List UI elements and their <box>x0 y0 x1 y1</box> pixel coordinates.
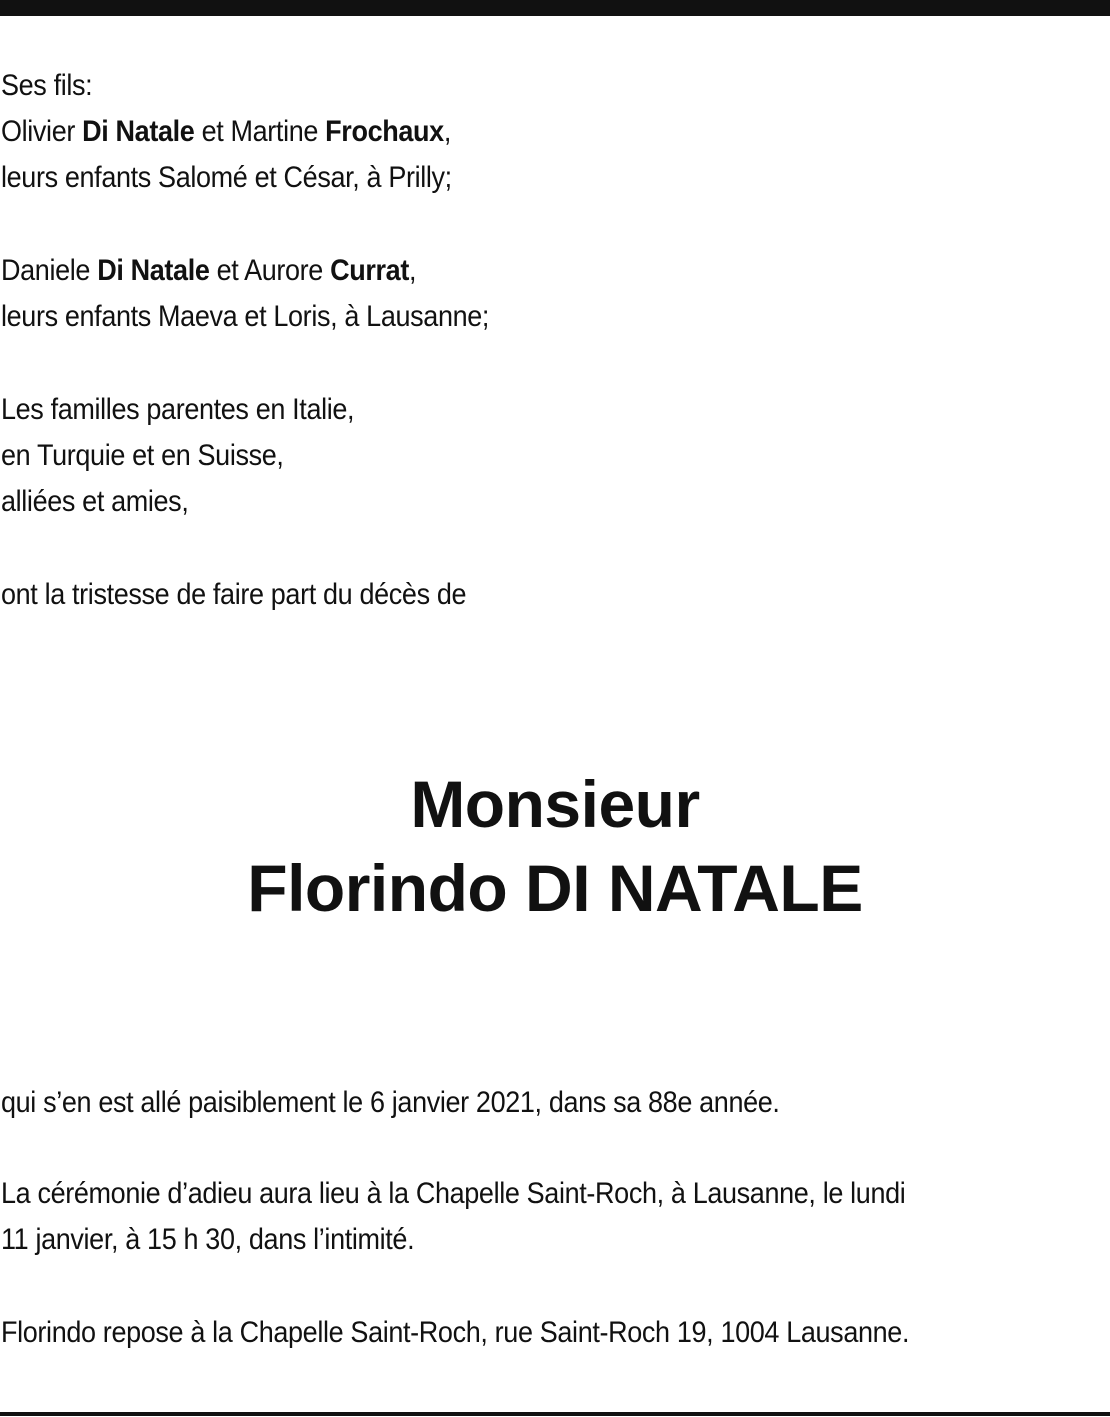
bottom-border-rule <box>0 1412 1110 1416</box>
ceremony-line-1: La cérémonie d’adieu aura lieu à la Chapelle Saint-Roch, à Lausanne, le lundi <box>1 1177 906 1210</box>
surname-currat: Currat <box>330 254 409 287</box>
sons-block <box>1 63 998 201</box>
passing-block <box>1 1080 998 1126</box>
surname-di-natale: Di Natale <box>97 254 210 287</box>
families-block <box>1 387 998 525</box>
families-line-2: en Turquie et en Suisse, <box>1 439 284 472</box>
son-daniele-line: Daniele Di Natale et Aurore Currat, <box>1 254 417 287</box>
rests-line: Florindo repose à la Chapelle Saint-Roch, rue Saint-Roch 19, 1004 Lausanne. <box>1 1316 910 1349</box>
ceremony-block <box>1 1171 998 1263</box>
deceased-name-block <box>0 762 1110 930</box>
sons-heading: Ses fils: <box>1 69 93 102</box>
honorific: Monsieur <box>410 767 700 841</box>
announcement-line: ont la tristesse de faire part du décès de <box>1 578 467 611</box>
surname-frochaux: Frochaux <box>325 115 444 148</box>
announcement-block <box>1 572 998 618</box>
top-border-rule <box>0 0 1110 16</box>
surname-di-natale: Di Natale <box>82 115 195 148</box>
daniele-block <box>1 248 998 340</box>
families-line-1: Les familles parentes en Italie, <box>1 393 355 426</box>
children-lausanne-line: leurs enfants Maeva et Loris, à Lausanne; <box>1 300 490 333</box>
families-line-3: alliées et amies, <box>1 485 189 518</box>
rests-block <box>1 1310 998 1356</box>
son-olivier-line: Olivier Di Natale et Martine Frochaux, <box>1 115 451 148</box>
passing-line: qui s’en est allé paisiblement le 6 janvier 2021, dans sa 88e année. <box>1 1086 780 1119</box>
ceremony-line-2: 11 janvier, à 15 h 30, dans l’intimité. <box>1 1223 415 1256</box>
deceased-name: Florindo DI NATALE <box>247 851 863 925</box>
children-prilly-line: leurs enfants Salomé et César, à Prilly; <box>1 161 452 194</box>
